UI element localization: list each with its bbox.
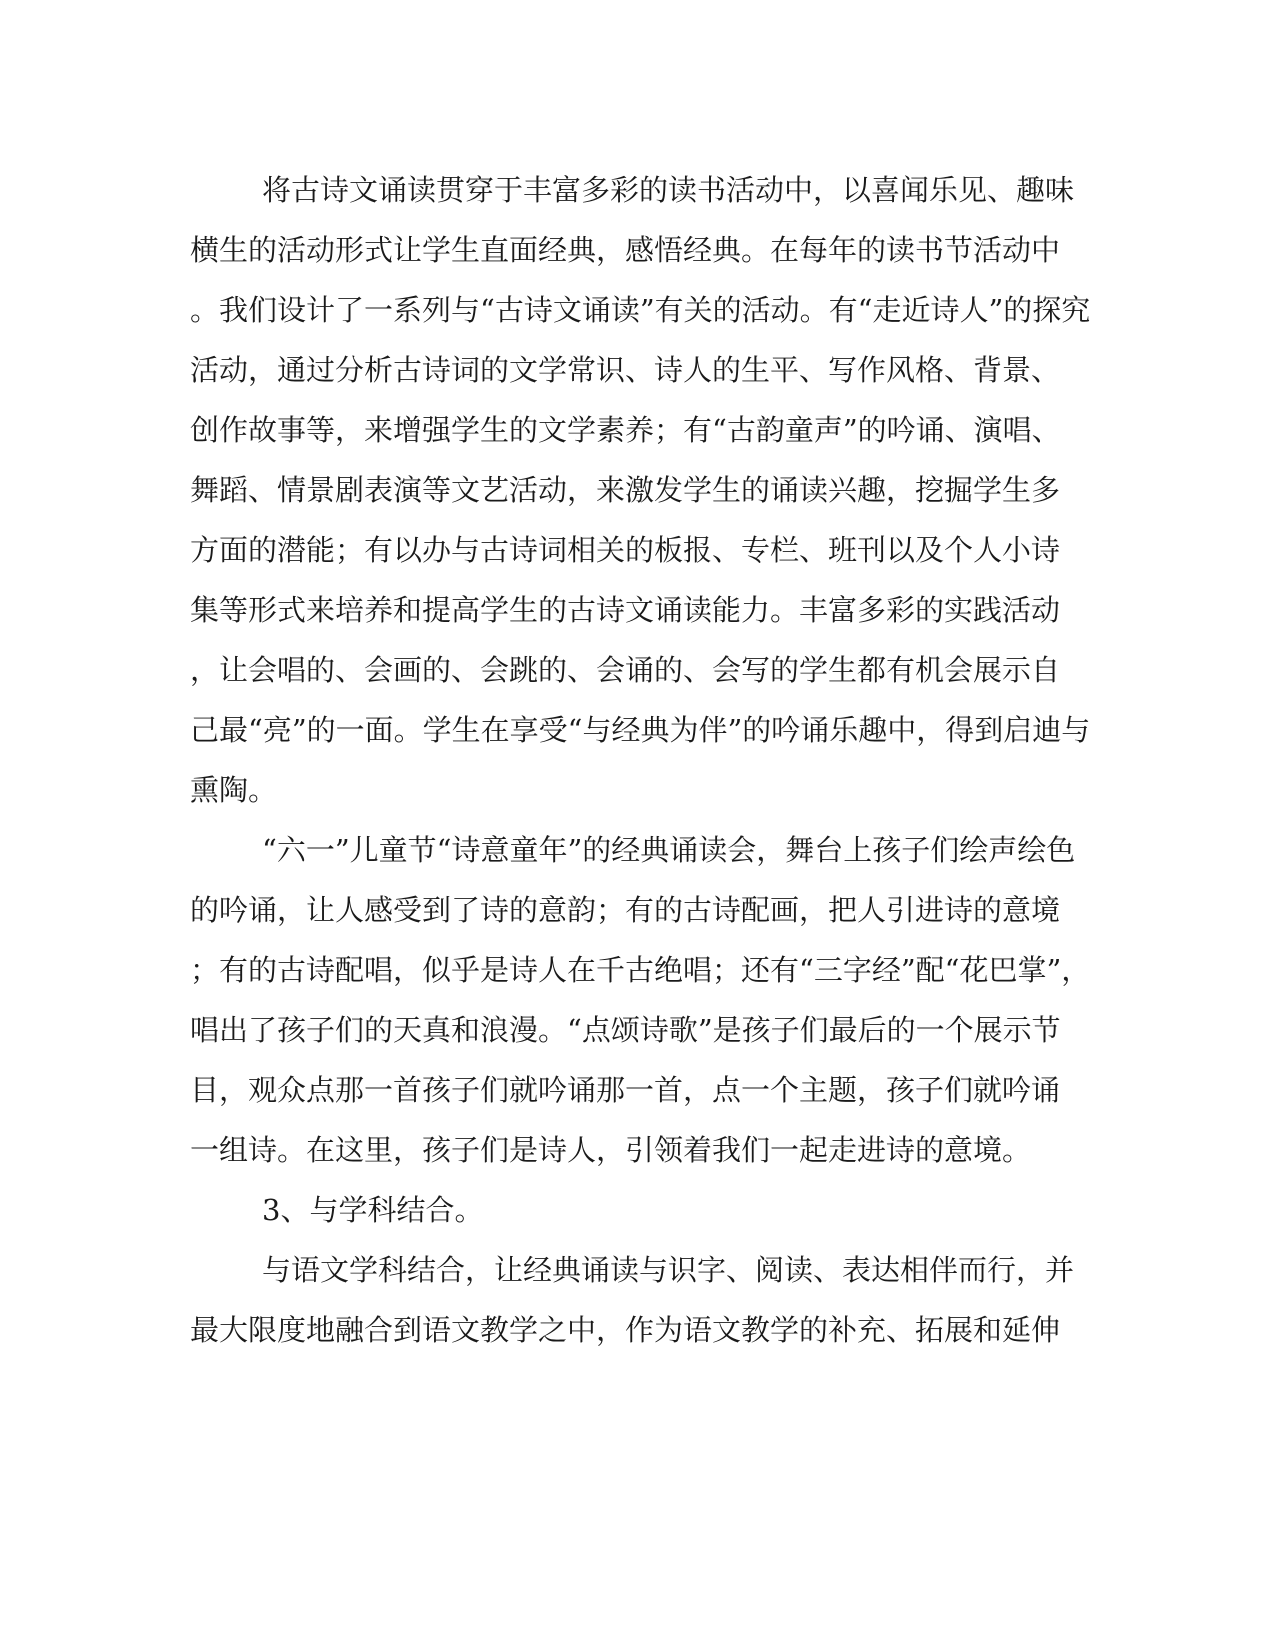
paragraph-reading-activities xyxy=(190,160,1090,820)
text-line: 唱出了孩子们的天真和浪漫。“点颂诗歌”是孩子们最后的一个展示节 xyxy=(190,1013,1061,1047)
paragraph-childrens-day xyxy=(190,820,1090,1180)
section-heading xyxy=(190,1180,1090,1240)
text-line: 舞蹈、情景剧表演等文艺活动，来激发学生的诵读兴趣，挖掘学生多 xyxy=(190,473,1061,507)
text-line: 活动，通过分析古诗词的文学常识、诗人的生平、写作风格、背景、 xyxy=(190,353,1061,387)
text-line: “六一”儿童节“诗意童年”的经典诵读会，舞台上孩子们绘声绘色 xyxy=(262,833,1076,867)
paragraph-subject-integration xyxy=(190,1240,1090,1360)
text-line: 最大限度地融合到语文教学之中，作为语文教学的补充、拓展和延伸 xyxy=(190,1313,1061,1347)
text-line: 己最“亮”的一面。学生在享受“与经典为伴”的吟诵乐趣中，得到启迪与 xyxy=(190,713,1090,747)
text-line: 集等形式来培养和提高学生的古诗文诵读能力。丰富多彩的实践活动 xyxy=(190,593,1061,627)
text-line: 熏陶。 xyxy=(190,773,278,807)
text-line: ；有的古诗配唱，似乎是诗人在千古绝唱；还有“三字经”配“花巴掌”， xyxy=(190,953,1090,987)
text-line: 。我们设计了一系列与“古诗文诵读”有关的活动。有“走近诗人”的探究 xyxy=(190,293,1090,327)
text-line: 的吟诵，让人感受到了诗的意韵；有的古诗配画，把人引进诗的意境 xyxy=(190,893,1061,927)
text-line: 将古诗文诵读贯穿于丰富多彩的读书活动中，以喜闻乐见、趣味 xyxy=(262,173,1075,207)
text-line: 与语文学科结合，让经典诵读与识字、阅读、表达相伴而行，并 xyxy=(262,1253,1075,1287)
text-line: 一组诗。在这里，孩子们是诗人，引领着我们一起走进诗的意境。 xyxy=(190,1133,1032,1167)
text-line: 目，观众点那一首孩子们就吟诵那一首，点一个主题，孩子们就吟诵 xyxy=(190,1073,1061,1107)
text-line: 方面的潜能；有以办与古诗词相关的板报、专栏、班刊以及个人小诗 xyxy=(190,533,1061,567)
text-line: 创作故事等，来增强学生的文学素养；有“古韵童声”的吟诵、演唱、 xyxy=(190,413,1061,447)
text-line: 横生的活动形式让学生直面经典，感悟经典。在每年的读书节活动中 xyxy=(190,233,1061,267)
body-text xyxy=(190,160,1090,1360)
text-line: ，让会唱的、会画的、会跳的、会诵的、会写的学生都有机会展示自 xyxy=(190,653,1061,687)
section-heading-line: 3、与学科结合。 xyxy=(262,1193,484,1227)
